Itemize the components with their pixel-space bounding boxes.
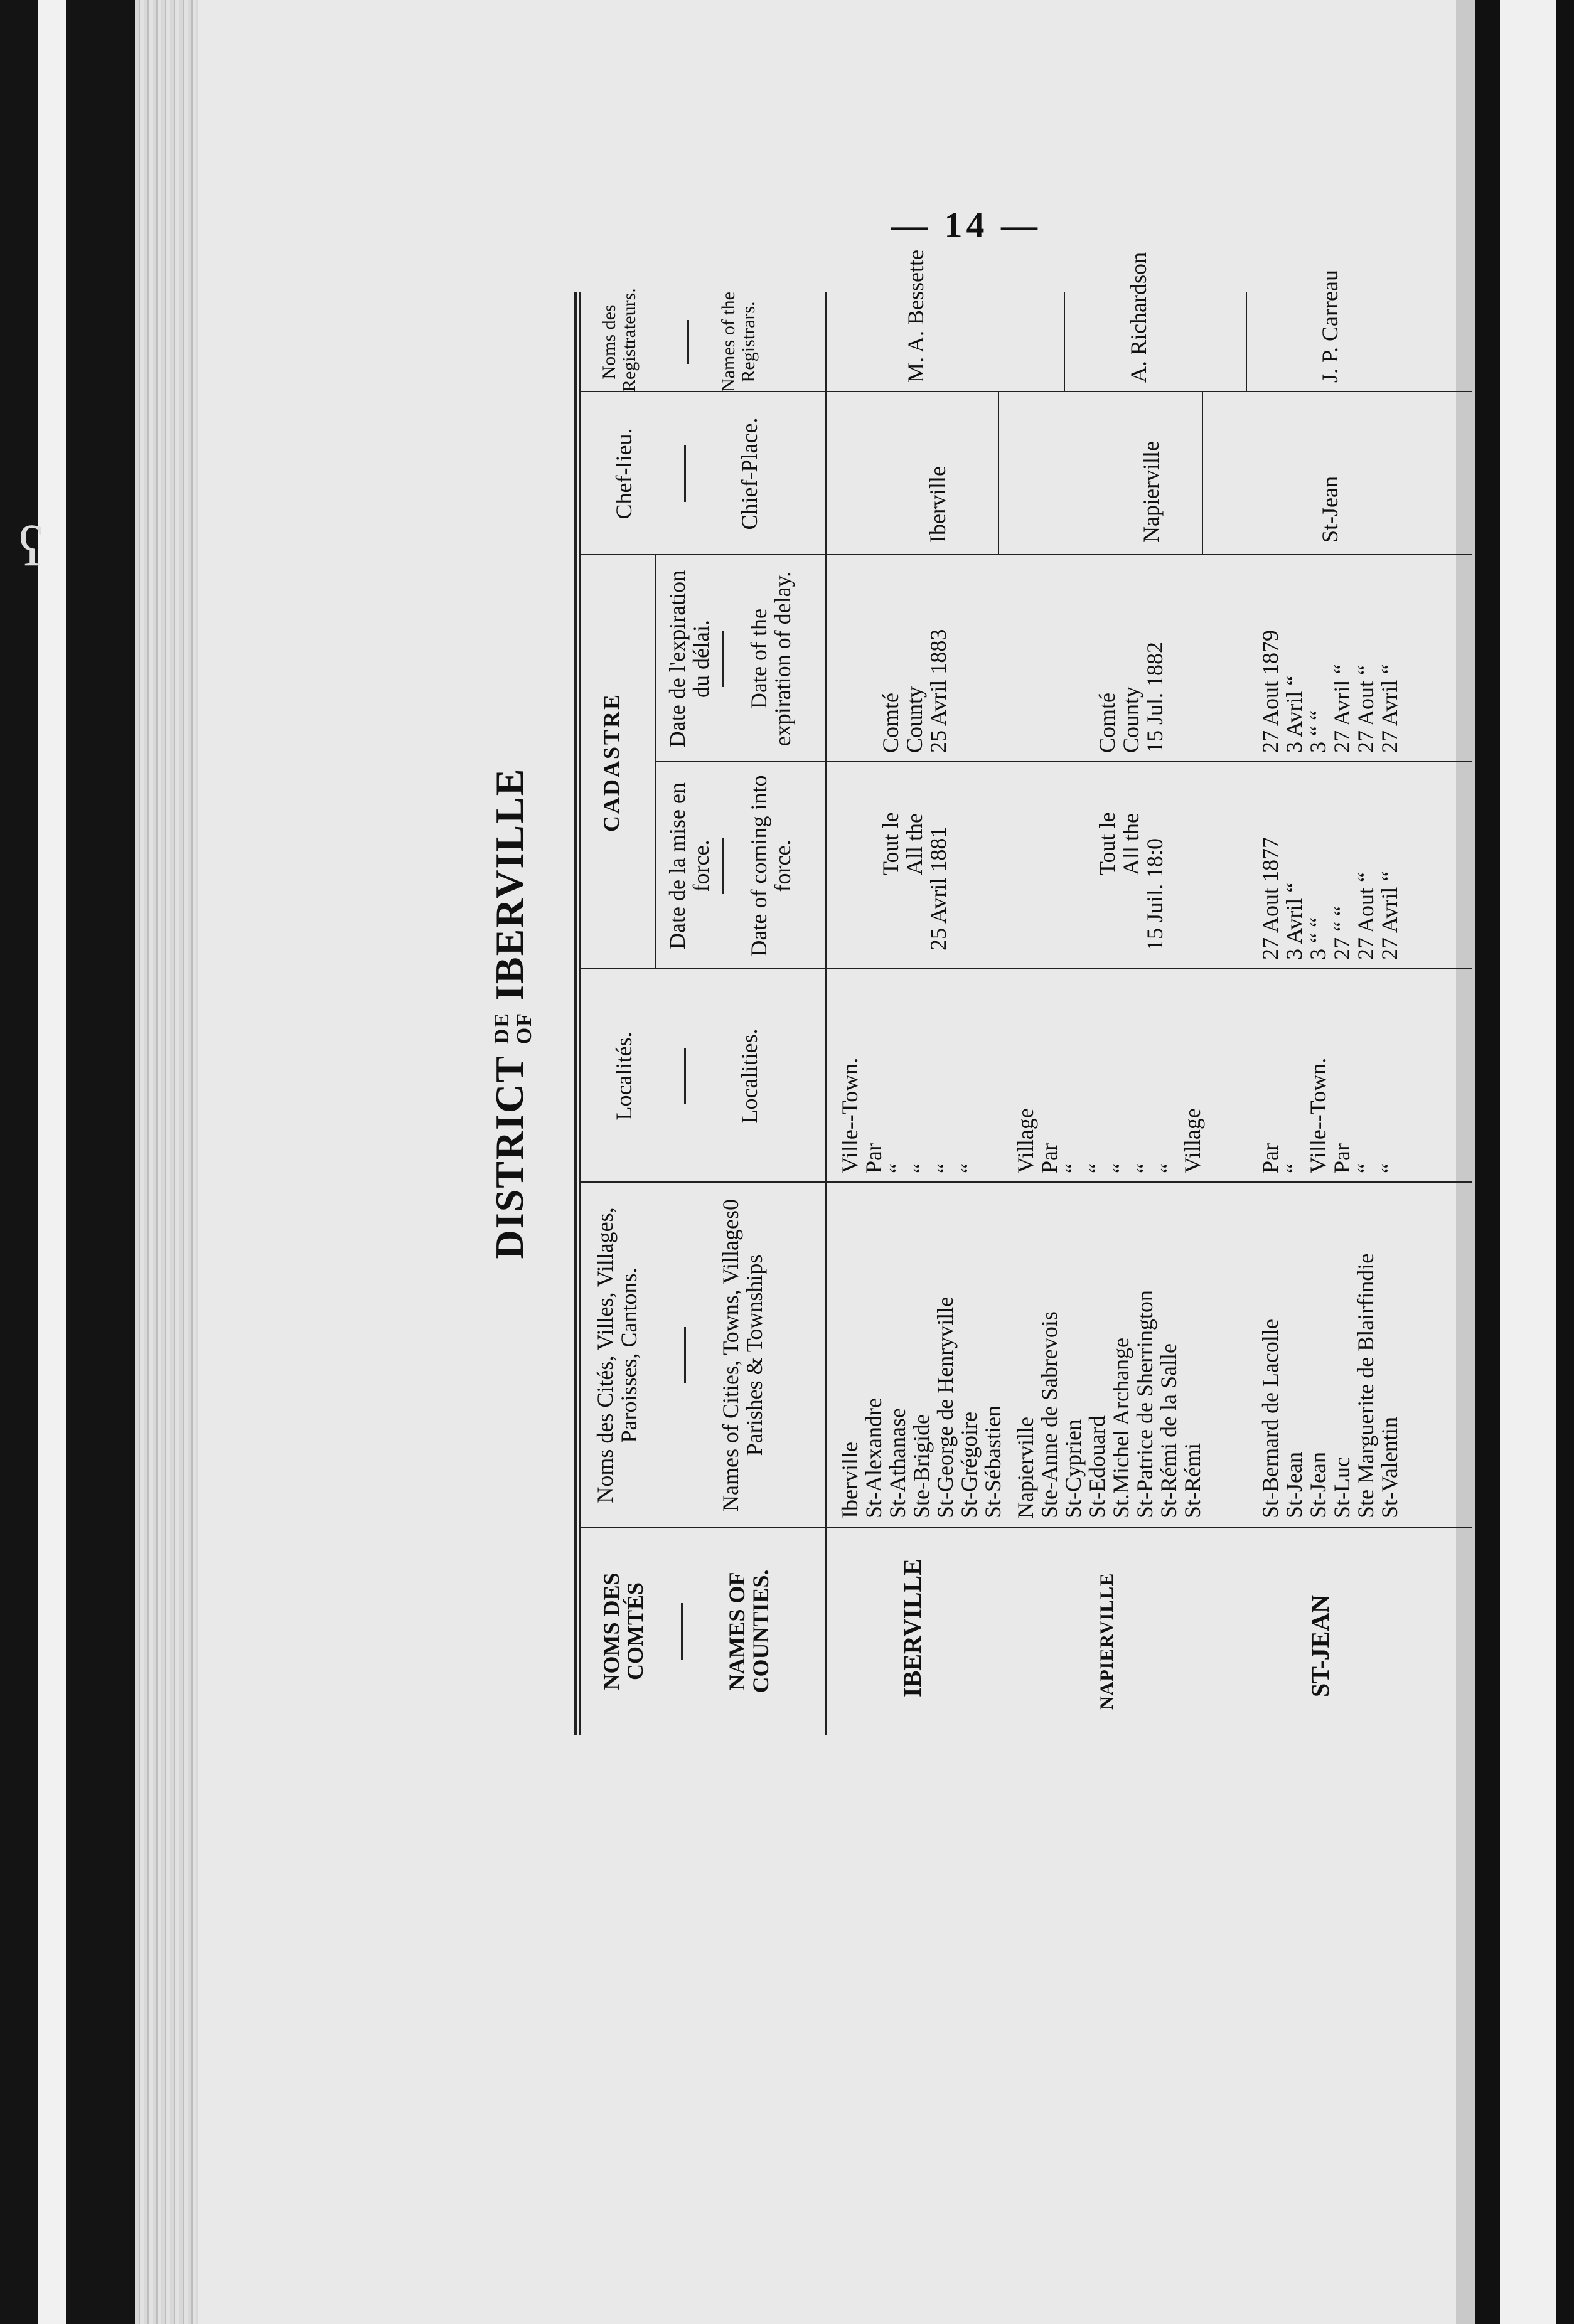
header-cadastre: CADASTRE Date de la mise en force. Date of coming into force. Date de l'expiration du délai. Date of the expiration of delay. bbox=[599, 570, 795, 957]
locality: “ bbox=[1132, 1163, 1157, 1173]
cadastre-table bbox=[574, 250, 1478, 1735]
header-localities: Localités. Localities. bbox=[611, 1028, 762, 1124]
locality: “ bbox=[1061, 1163, 1086, 1173]
header-places: Noms des Cités, Villes, Villages, Paroisses, Cantons. Names of Cities, Towns, Villages0 Parishes & Townships bbox=[592, 1199, 767, 1511]
county-name: ST-JEAN bbox=[1306, 1594, 1334, 1697]
facing-page-edge bbox=[38, 0, 66, 2324]
mise-en-force: 27 Aout 1877 3 Avril “ 3 “ “ 27 “ “ 27 Aout “ 27 Avril “ bbox=[1258, 836, 1402, 960]
expiration: Comté County 15 Jul. 1882 bbox=[1095, 641, 1167, 753]
place-name: Ste Marguerite de Blairfindie bbox=[1353, 1253, 1378, 1518]
locality: “ bbox=[956, 1163, 982, 1173]
place-name: Ste-Anne de Sabrevois bbox=[1037, 1311, 1062, 1518]
expiration: 27 Aout 1879 3 Avril “ 3 “ “ 27 Avril “ 27 Aout “ 27 Avril “ bbox=[1258, 629, 1402, 753]
place-name: St.Michel Archange bbox=[1108, 1338, 1133, 1518]
county-localities bbox=[1014, 1108, 1204, 1173]
county-name: NAPIERVILLE bbox=[1096, 1572, 1117, 1710]
header-dash bbox=[722, 631, 724, 687]
county-places bbox=[838, 1297, 1005, 1518]
page-number: — 14 — bbox=[891, 205, 1041, 245]
header-dash bbox=[684, 1327, 686, 1383]
place-name: St-Sébastien bbox=[980, 1405, 1005, 1518]
chief-place: St-Jean bbox=[1317, 476, 1342, 543]
place-name: St-Patrice de Sherrington bbox=[1132, 1290, 1157, 1518]
header-dash bbox=[681, 1603, 683, 1660]
locality: “ bbox=[1084, 1163, 1110, 1173]
locality: “ bbox=[933, 1163, 958, 1173]
header-bottom-rule bbox=[825, 292, 827, 1735]
county-places bbox=[1014, 1290, 1204, 1518]
county-localities bbox=[1258, 1058, 1401, 1173]
chief-place: Iberville bbox=[925, 466, 950, 543]
scan-margin-left bbox=[0, 0, 135, 2324]
county-name: IBERVILLE bbox=[898, 1559, 926, 1697]
page-gutter bbox=[135, 0, 198, 2324]
registrar: A. Richardson bbox=[1126, 252, 1151, 383]
registrar: M. A. Bessette bbox=[903, 250, 928, 383]
place-name: St-Edouard bbox=[1084, 1415, 1110, 1518]
place-name: St-George de Henryville bbox=[933, 1296, 958, 1518]
scan-mark: ʕ bbox=[19, 516, 44, 578]
mise-en-force: Tout le All the 15 Juil. 18:0 bbox=[1095, 812, 1167, 951]
header-dash bbox=[684, 445, 686, 502]
row-rule bbox=[998, 392, 999, 555]
locality: “ bbox=[1377, 1163, 1402, 1173]
county-places bbox=[1258, 1254, 1401, 1518]
place-name: St-Alexandre bbox=[861, 1398, 886, 1518]
header-dash bbox=[687, 320, 689, 364]
place-name: St-Rémi de la Salle bbox=[1156, 1343, 1181, 1518]
row-rule bbox=[1202, 392, 1203, 555]
chief-place: Napierville bbox=[1138, 441, 1164, 543]
header-registrars: Noms des Registrateurs. Names of the Registrars. bbox=[599, 288, 759, 392]
registrar: J. P. Carreau bbox=[1317, 270, 1342, 383]
place-name: St-Luc bbox=[1329, 1457, 1354, 1518]
scan-margin-right bbox=[1475, 0, 1574, 2324]
row-rule bbox=[1246, 292, 1247, 392]
next-page-edge bbox=[1500, 0, 1556, 2324]
locality: Village bbox=[1013, 1108, 1038, 1173]
header-dash bbox=[684, 1048, 686, 1104]
locality: Par bbox=[1258, 1143, 1283, 1173]
place-name: St-Rémi bbox=[1180, 1442, 1205, 1518]
expiration: Comté County 25 Avril 1883 bbox=[878, 629, 951, 753]
district-connector: DE OF bbox=[490, 1011, 537, 1045]
place-name: St-Bernard de Lacolle bbox=[1258, 1319, 1283, 1518]
mise-en-force: Tout le All the 25 Avril 1881 bbox=[878, 812, 951, 951]
county-localities bbox=[838, 1058, 981, 1173]
locality: “ bbox=[909, 1163, 934, 1173]
district-word: DISTRICT bbox=[487, 1055, 532, 1259]
locality: “ bbox=[1156, 1163, 1181, 1173]
locality: “ bbox=[1353, 1163, 1378, 1173]
place-name: St-Athanase bbox=[885, 1408, 910, 1518]
locality: Ville--Town. bbox=[837, 1057, 862, 1173]
locality: Par bbox=[861, 1143, 886, 1173]
rotated-register-table bbox=[486, 250, 1478, 1735]
district-title bbox=[486, 292, 536, 1735]
place-name: Iberville bbox=[837, 1442, 862, 1518]
locality: Ville--Town. bbox=[1305, 1057, 1330, 1173]
place-name: St-Grégoire bbox=[956, 1412, 982, 1518]
district-name: IBERVILLE bbox=[487, 767, 532, 1001]
locality: Par bbox=[1329, 1143, 1354, 1173]
place-name: St-Jean bbox=[1282, 1452, 1307, 1518]
place-name: Napierville bbox=[1013, 1417, 1038, 1518]
locality: “ bbox=[885, 1163, 910, 1173]
header-dash bbox=[722, 838, 724, 894]
locality: Village bbox=[1180, 1108, 1205, 1173]
header-chief-place: Chef-lieu. Chief-Place. bbox=[611, 417, 762, 530]
place-name: St-Valentin bbox=[1377, 1417, 1402, 1518]
locality: “ bbox=[1282, 1163, 1307, 1173]
place-name: St-Cyprien bbox=[1061, 1419, 1086, 1518]
locality: “ bbox=[1108, 1163, 1133, 1173]
locality: Par bbox=[1037, 1143, 1062, 1173]
header-county: NOMS DES COMTÉS NAMES OF COUNTIES. bbox=[599, 1569, 773, 1693]
place-name: St-Jean bbox=[1305, 1452, 1330, 1518]
row-rule bbox=[1064, 292, 1065, 392]
place-name: Ste-Brigide bbox=[909, 1414, 934, 1518]
